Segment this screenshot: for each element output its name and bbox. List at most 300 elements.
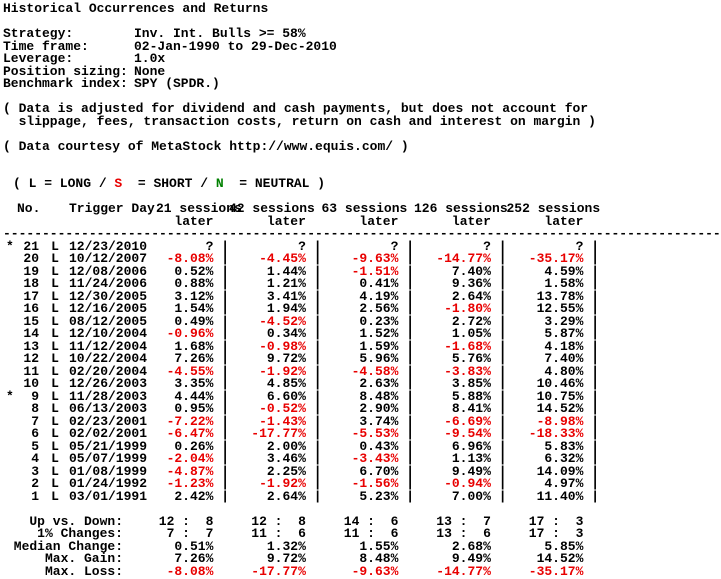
column-divider: | (305, 438, 322, 454)
value-text: -0.98% (259, 338, 306, 354)
row-star (3, 466, 17, 479)
column-divider: | (305, 476, 322, 491)
row-no: 3 (31, 463, 39, 479)
value-text: -8.08% (166, 251, 214, 266)
summary-value (123, 563, 229, 579)
row-trigger-date: 10/22/2004 (69, 351, 148, 366)
column-divider: | (490, 288, 507, 304)
row-star (3, 316, 17, 329)
column-divider: | (490, 401, 507, 416)
row-trigger-date: 12/26/2003 (69, 376, 148, 391)
value-text: 1.55% (359, 538, 399, 554)
column-divider: | (305, 263, 322, 279)
row-no: 19 (23, 263, 39, 279)
value-text: 13.78% (536, 288, 584, 304)
value-text: -7.22% (166, 413, 214, 429)
column-divider: | (305, 276, 322, 291)
value-text: -0.52% (259, 401, 306, 416)
summary-value (507, 563, 600, 579)
row-no: 15 (23, 313, 39, 329)
row-star (3, 353, 17, 366)
row-position: L (51, 488, 59, 504)
column-divider: | (305, 463, 322, 479)
value-text: -35.17% (528, 563, 584, 579)
value-text: 10.75% (536, 388, 584, 404)
column-divider: | (213, 301, 229, 316)
value-text: 1.58% (544, 276, 584, 291)
row-position: L (51, 363, 59, 379)
row-trigger-date: 12/08/2006 (69, 263, 148, 279)
column-divider: | (213, 426, 229, 441)
column-divider: | (583, 313, 599, 329)
value-text: -2.04% (166, 451, 214, 466)
value-text: -1.56% (351, 476, 399, 491)
meta-value-4: SPY (SPDR.) (134, 76, 220, 91)
value-text: 7.00% (451, 488, 491, 504)
summary-label-4: Max. Loss: (44, 563, 123, 579)
row-position: L (51, 451, 59, 466)
value-text: 1.52% (359, 326, 399, 341)
value-text: 0.26% (174, 438, 214, 454)
value-text: 1.59% (359, 338, 399, 354)
row-trigger-date: 02/02/2001 (69, 426, 148, 441)
summary-label-1: 1% Changes: (37, 526, 123, 541)
column-divider: | (583, 476, 599, 491)
row-trigger-date: 02/20/2004 (69, 363, 148, 379)
value-text: 5.83% (544, 438, 584, 454)
value-text: 10.46% (536, 376, 584, 391)
summary-label-2: Median Change: (13, 538, 123, 554)
value-text: 5.85% (544, 538, 584, 554)
row-trigger-date: 08/12/2005 (69, 313, 148, 329)
row-no: 16 (23, 301, 39, 316)
column-divider: | (398, 313, 414, 329)
legend-neutral-letter: N (215, 176, 224, 191)
value-text: 7.40% (544, 351, 584, 366)
column-divider: | (583, 351, 599, 366)
separator-line: -------------------------------------------------------------------------------------------- (3, 226, 721, 241)
column-divider (306, 564, 322, 579)
value-text: 7.26% (174, 551, 214, 566)
value-text: 13 : 6 (436, 526, 491, 541)
value-text: 2.72% (451, 313, 491, 329)
value-text: 8.48% (359, 388, 399, 404)
value-text: 1.05% (451, 326, 491, 341)
column-divider: | (398, 363, 414, 379)
value-text: -6.69% (444, 413, 491, 429)
value-text: 2.56% (359, 301, 399, 316)
column-divider: | (583, 263, 599, 279)
value-text: 1.21% (266, 276, 306, 291)
value-text: 3.74% (359, 413, 399, 429)
column-divider: | (213, 326, 229, 341)
value-text: ? (483, 238, 491, 254)
col-header-later-3: later (451, 213, 507, 229)
value-text: -0.96% (166, 326, 214, 341)
column-divider: | (213, 363, 229, 379)
row-position: L (51, 388, 59, 404)
row-no: 6 (31, 426, 39, 441)
row-no: 20 (23, 251, 39, 266)
value-text: -5.53% (351, 426, 399, 441)
value-text: -8.08% (166, 563, 214, 579)
meta-value-1: 02-Jan-1990 to 29-Dec-2010 (134, 38, 337, 54)
value-text: 0.41% (359, 276, 399, 291)
row-trigger-date: 12/30/2005 (69, 288, 148, 304)
row-star (3, 278, 17, 291)
value-text: 5.96% (359, 351, 399, 366)
value-text: -17.77% (251, 563, 306, 579)
row-no: 10 (23, 376, 39, 391)
header-star-spacer (3, 203, 17, 216)
row-position: L (51, 276, 59, 291)
column-divider (398, 564, 414, 579)
value-text: -1.43% (259, 413, 306, 429)
value-text: -9.63% (351, 563, 399, 579)
column-divider: | (490, 451, 507, 466)
meta-label-3: Position sizing: (3, 63, 128, 79)
column-divider: | (490, 238, 507, 254)
header-pos-spacer (43, 203, 67, 216)
column-divider: | (490, 251, 507, 266)
row-position: L (51, 426, 59, 441)
column-divider: | (213, 238, 229, 254)
row-star: * (6, 238, 14, 254)
column-divider: | (305, 388, 322, 404)
column-divider: | (305, 238, 322, 254)
summary-value (414, 563, 507, 579)
column-divider: | (213, 263, 229, 279)
value-text: 0.49% (174, 313, 214, 329)
row-position: L (51, 376, 59, 391)
row-trigger-date: 05/21/1999 (69, 438, 148, 454)
meta-value-3: None (134, 63, 166, 79)
column-divider: | (490, 426, 507, 441)
value-text: 14 : 6 (343, 513, 399, 529)
value-text: 2.25% (266, 463, 306, 479)
value-text: -9.63% (351, 251, 399, 266)
value-text: -35.17% (528, 251, 584, 266)
column-divider: | (213, 463, 229, 479)
column-divider: | (213, 388, 229, 404)
column-divider (491, 564, 507, 579)
value-text: 1.44% (266, 263, 306, 279)
value-text: 4.97% (544, 476, 584, 491)
row-position: L (51, 338, 59, 354)
meta-value-2: 1.0x (134, 51, 166, 66)
summary-label-3: Max. Gain: (44, 551, 123, 566)
value-text: 0.88% (174, 276, 214, 291)
position-legend (3, 178, 602, 191)
column-divider: | (398, 388, 414, 404)
row-position: L (51, 326, 59, 341)
col-header-no: No. (17, 201, 41, 216)
value-text: 6.70% (359, 463, 399, 479)
column-divider: | (398, 476, 414, 491)
column-divider: | (398, 351, 414, 366)
col-header-sessions-1: 42 sessions (229, 201, 331, 216)
row-value (229, 488, 322, 504)
value-text: -18.33% (528, 426, 584, 441)
row-position: L (51, 476, 59, 491)
value-text: 0.51% (174, 538, 214, 554)
column-divider: | (305, 426, 322, 441)
value-text: -4.52% (259, 313, 306, 329)
column-divider: | (490, 388, 507, 404)
value-text: 1.32% (266, 538, 306, 554)
value-text: 0.95% (174, 401, 214, 416)
row-no: 5 (31, 438, 39, 454)
row-position: L (51, 313, 59, 329)
row-position: L (51, 438, 59, 454)
value-text: -1.51% (351, 263, 399, 279)
row-star (3, 416, 17, 429)
value-text: 9.49% (451, 551, 491, 566)
value-text: 9.36% (451, 276, 491, 291)
value-text: -4.58% (351, 363, 399, 379)
column-divider: | (583, 251, 599, 266)
value-text: 6.60% (266, 388, 306, 404)
column-divider: | (583, 463, 599, 479)
row-trigger-date: 02/23/2001 (69, 413, 148, 429)
row-no: 17 (23, 288, 39, 304)
column-divider: | (398, 401, 414, 416)
column-divider: | (583, 238, 599, 254)
value-text: 1.68% (174, 338, 214, 354)
column-divider: | (305, 351, 322, 366)
column-divider: | (583, 488, 599, 504)
value-text: 7 : 7 (158, 526, 214, 541)
value-text: 0.43% (359, 438, 399, 454)
col-header-later-0: later (174, 213, 229, 229)
value-text: 6.96% (451, 438, 491, 454)
value-text: 5.23% (359, 488, 399, 504)
column-divider: | (305, 488, 322, 504)
column-divider: | (583, 276, 599, 291)
value-text: 1.94% (266, 301, 306, 316)
value-text: 1.13% (451, 451, 491, 466)
value-text: -6.47% (166, 426, 214, 441)
adjustment-note-line2: slippage, fees, transaction costs, return on cash and interest on margin ) (3, 113, 596, 129)
meta-label-0: Strategy: (3, 26, 74, 41)
value-text: ? (205, 238, 214, 254)
column-divider: | (490, 363, 507, 379)
value-text: 12 : 8 (158, 513, 214, 529)
row-position: L (51, 251, 59, 266)
column-divider: | (583, 301, 599, 316)
row-no: 7 (31, 413, 39, 429)
row-position: L (51, 238, 59, 254)
column-divider: | (213, 438, 229, 454)
column-divider: | (213, 476, 229, 491)
value-text: -4.55% (166, 363, 214, 379)
meta-value-0: Inv. Int. Bulls >= 58% (134, 26, 306, 41)
column-divider: | (213, 376, 229, 391)
row-position: L (51, 351, 59, 366)
column-divider: | (490, 351, 507, 366)
column-divider: | (398, 413, 414, 429)
column-divider: | (490, 488, 507, 504)
column-divider: | (398, 251, 414, 266)
col-header-later-4: later (544, 213, 599, 229)
column-divider: | (583, 388, 599, 404)
row-star (3, 303, 17, 316)
column-divider: | (305, 363, 322, 379)
value-text: -3.83% (444, 363, 491, 379)
value-text: 11 : 6 (251, 526, 306, 541)
column-divider: | (490, 438, 507, 454)
value-text: 3.41% (266, 288, 306, 304)
value-text: 17 : 3 (528, 526, 584, 541)
value-text: -1.23% (166, 476, 214, 491)
column-divider: | (490, 301, 507, 316)
summary-value (229, 563, 322, 579)
value-text: -17.77% (251, 426, 306, 441)
row-star (3, 441, 17, 454)
row-position: L (51, 301, 59, 316)
row-value (322, 488, 415, 504)
value-text: 3.12% (174, 288, 214, 304)
row-no: 12 (23, 351, 39, 366)
summary-value (322, 563, 415, 579)
row-value (414, 488, 507, 504)
legend-short-letter: S (114, 176, 123, 191)
value-text: 4.18% (544, 338, 584, 354)
row-trigger-date: 01/08/1999 (69, 463, 148, 479)
value-text: ? (298, 238, 306, 254)
column-divider: | (305, 326, 322, 341)
column-divider: | (490, 263, 507, 279)
column-divider: | (583, 376, 599, 391)
value-text: 2.90% (359, 401, 399, 416)
row-trigger-date: 12/10/2004 (69, 326, 148, 341)
row-position: L (51, 263, 59, 279)
column-divider: | (583, 288, 599, 304)
row-star (3, 366, 17, 379)
row-value (507, 488, 600, 504)
column-divider: | (305, 338, 322, 354)
legend-part2: = SHORT / (122, 176, 216, 191)
value-text: -3.43% (351, 451, 399, 466)
value-text: 2.64% (451, 288, 491, 304)
value-text: 2.42% (174, 488, 214, 504)
row-trigger-date: 10/12/2007 (69, 251, 148, 266)
row-star (3, 478, 17, 491)
value-text: 17 : 3 (528, 513, 584, 529)
row-trigger-date: 11/24/2006 (69, 276, 148, 291)
value-text: 12 : 8 (251, 513, 306, 529)
row-no: 8 (31, 401, 39, 416)
column-divider: | (398, 488, 414, 504)
occurrences-table (3, 238, 602, 504)
value-text: -4.45% (259, 251, 306, 266)
row-trigger-date: 12/16/2005 (69, 301, 148, 316)
row-star (3, 291, 17, 304)
value-text: 12.55% (536, 301, 584, 316)
column-divider: | (305, 301, 322, 316)
summary-block (3, 513, 602, 579)
row-trigger-date: 11/12/2004 (69, 338, 148, 354)
row-trigger-date: 12/23/2010 (69, 238, 148, 254)
value-text: -14.77% (436, 251, 491, 266)
value-text: 8.41% (451, 401, 491, 416)
column-divider: | (398, 451, 414, 466)
column-divider: | (490, 463, 507, 479)
value-text: -1.92% (259, 363, 306, 379)
legend-part3: = NEUTRAL ) (223, 176, 326, 191)
column-divider (213, 564, 229, 579)
value-text: -1.68% (444, 338, 491, 354)
col-header-sessions-2: 63 sessions (321, 201, 423, 216)
value-text: 6.32% (544, 451, 584, 466)
col-header-sessions-0: 21 sessions (156, 201, 258, 216)
column-divider: | (490, 376, 507, 391)
table-row (3, 488, 602, 504)
column-divider: | (398, 426, 414, 441)
value-text: 3.46% (266, 451, 306, 466)
row-star (3, 491, 17, 504)
column-divider: | (305, 451, 322, 466)
value-text: -1.92% (259, 476, 306, 491)
row-no: 2 (31, 476, 39, 491)
value-text: -1.80% (444, 301, 491, 316)
legend-part1: ( L = LONG / (13, 176, 115, 191)
column-divider: | (398, 463, 414, 479)
row-star (3, 253, 17, 266)
value-text: 4.85% (266, 376, 306, 391)
column-divider: | (583, 363, 599, 379)
col-header-trigger-day: Trigger Day (69, 201, 155, 216)
value-text: -0.94% (444, 476, 491, 491)
column-divider: | (398, 263, 414, 279)
row-no: 21 (23, 238, 39, 254)
strategy-meta-block (3, 28, 602, 91)
column-divider: | (213, 413, 229, 429)
value-text: 0.23% (359, 313, 399, 329)
value-text: 3.35% (174, 376, 214, 391)
value-text: 11.40% (536, 488, 584, 504)
column-divider: | (583, 326, 599, 341)
column-divider: | (213, 288, 229, 304)
meta-row (3, 78, 602, 91)
row-position: L (51, 288, 59, 304)
column-divider: | (490, 476, 507, 491)
column-divider: | (398, 438, 414, 454)
column-divider: | (305, 251, 322, 266)
page-title: Historical Occurrences and Returns (3, 1, 269, 16)
column-divider: | (213, 351, 229, 366)
column-divider: | (398, 276, 414, 291)
row-trigger-date: 03/01/1991 (69, 488, 148, 504)
column-divider: | (398, 288, 414, 304)
column-divider: | (583, 451, 599, 466)
value-text: -8.98% (536, 413, 584, 429)
column-divider: | (305, 376, 322, 391)
column-divider: | (583, 438, 599, 454)
row-no: 11 (23, 363, 39, 379)
row-value (156, 488, 229, 504)
column-divider: | (213, 488, 229, 504)
column-divider (583, 564, 599, 579)
column-divider: | (213, 401, 229, 416)
value-text: 13 : 7 (436, 513, 491, 529)
column-divider: | (583, 338, 599, 354)
row-trigger-date: 06/13/2003 (69, 401, 148, 416)
value-text: 2.00% (266, 438, 306, 454)
value-text: 7.26% (174, 351, 214, 366)
column-divider: | (305, 413, 322, 429)
column-divider: | (490, 276, 507, 291)
